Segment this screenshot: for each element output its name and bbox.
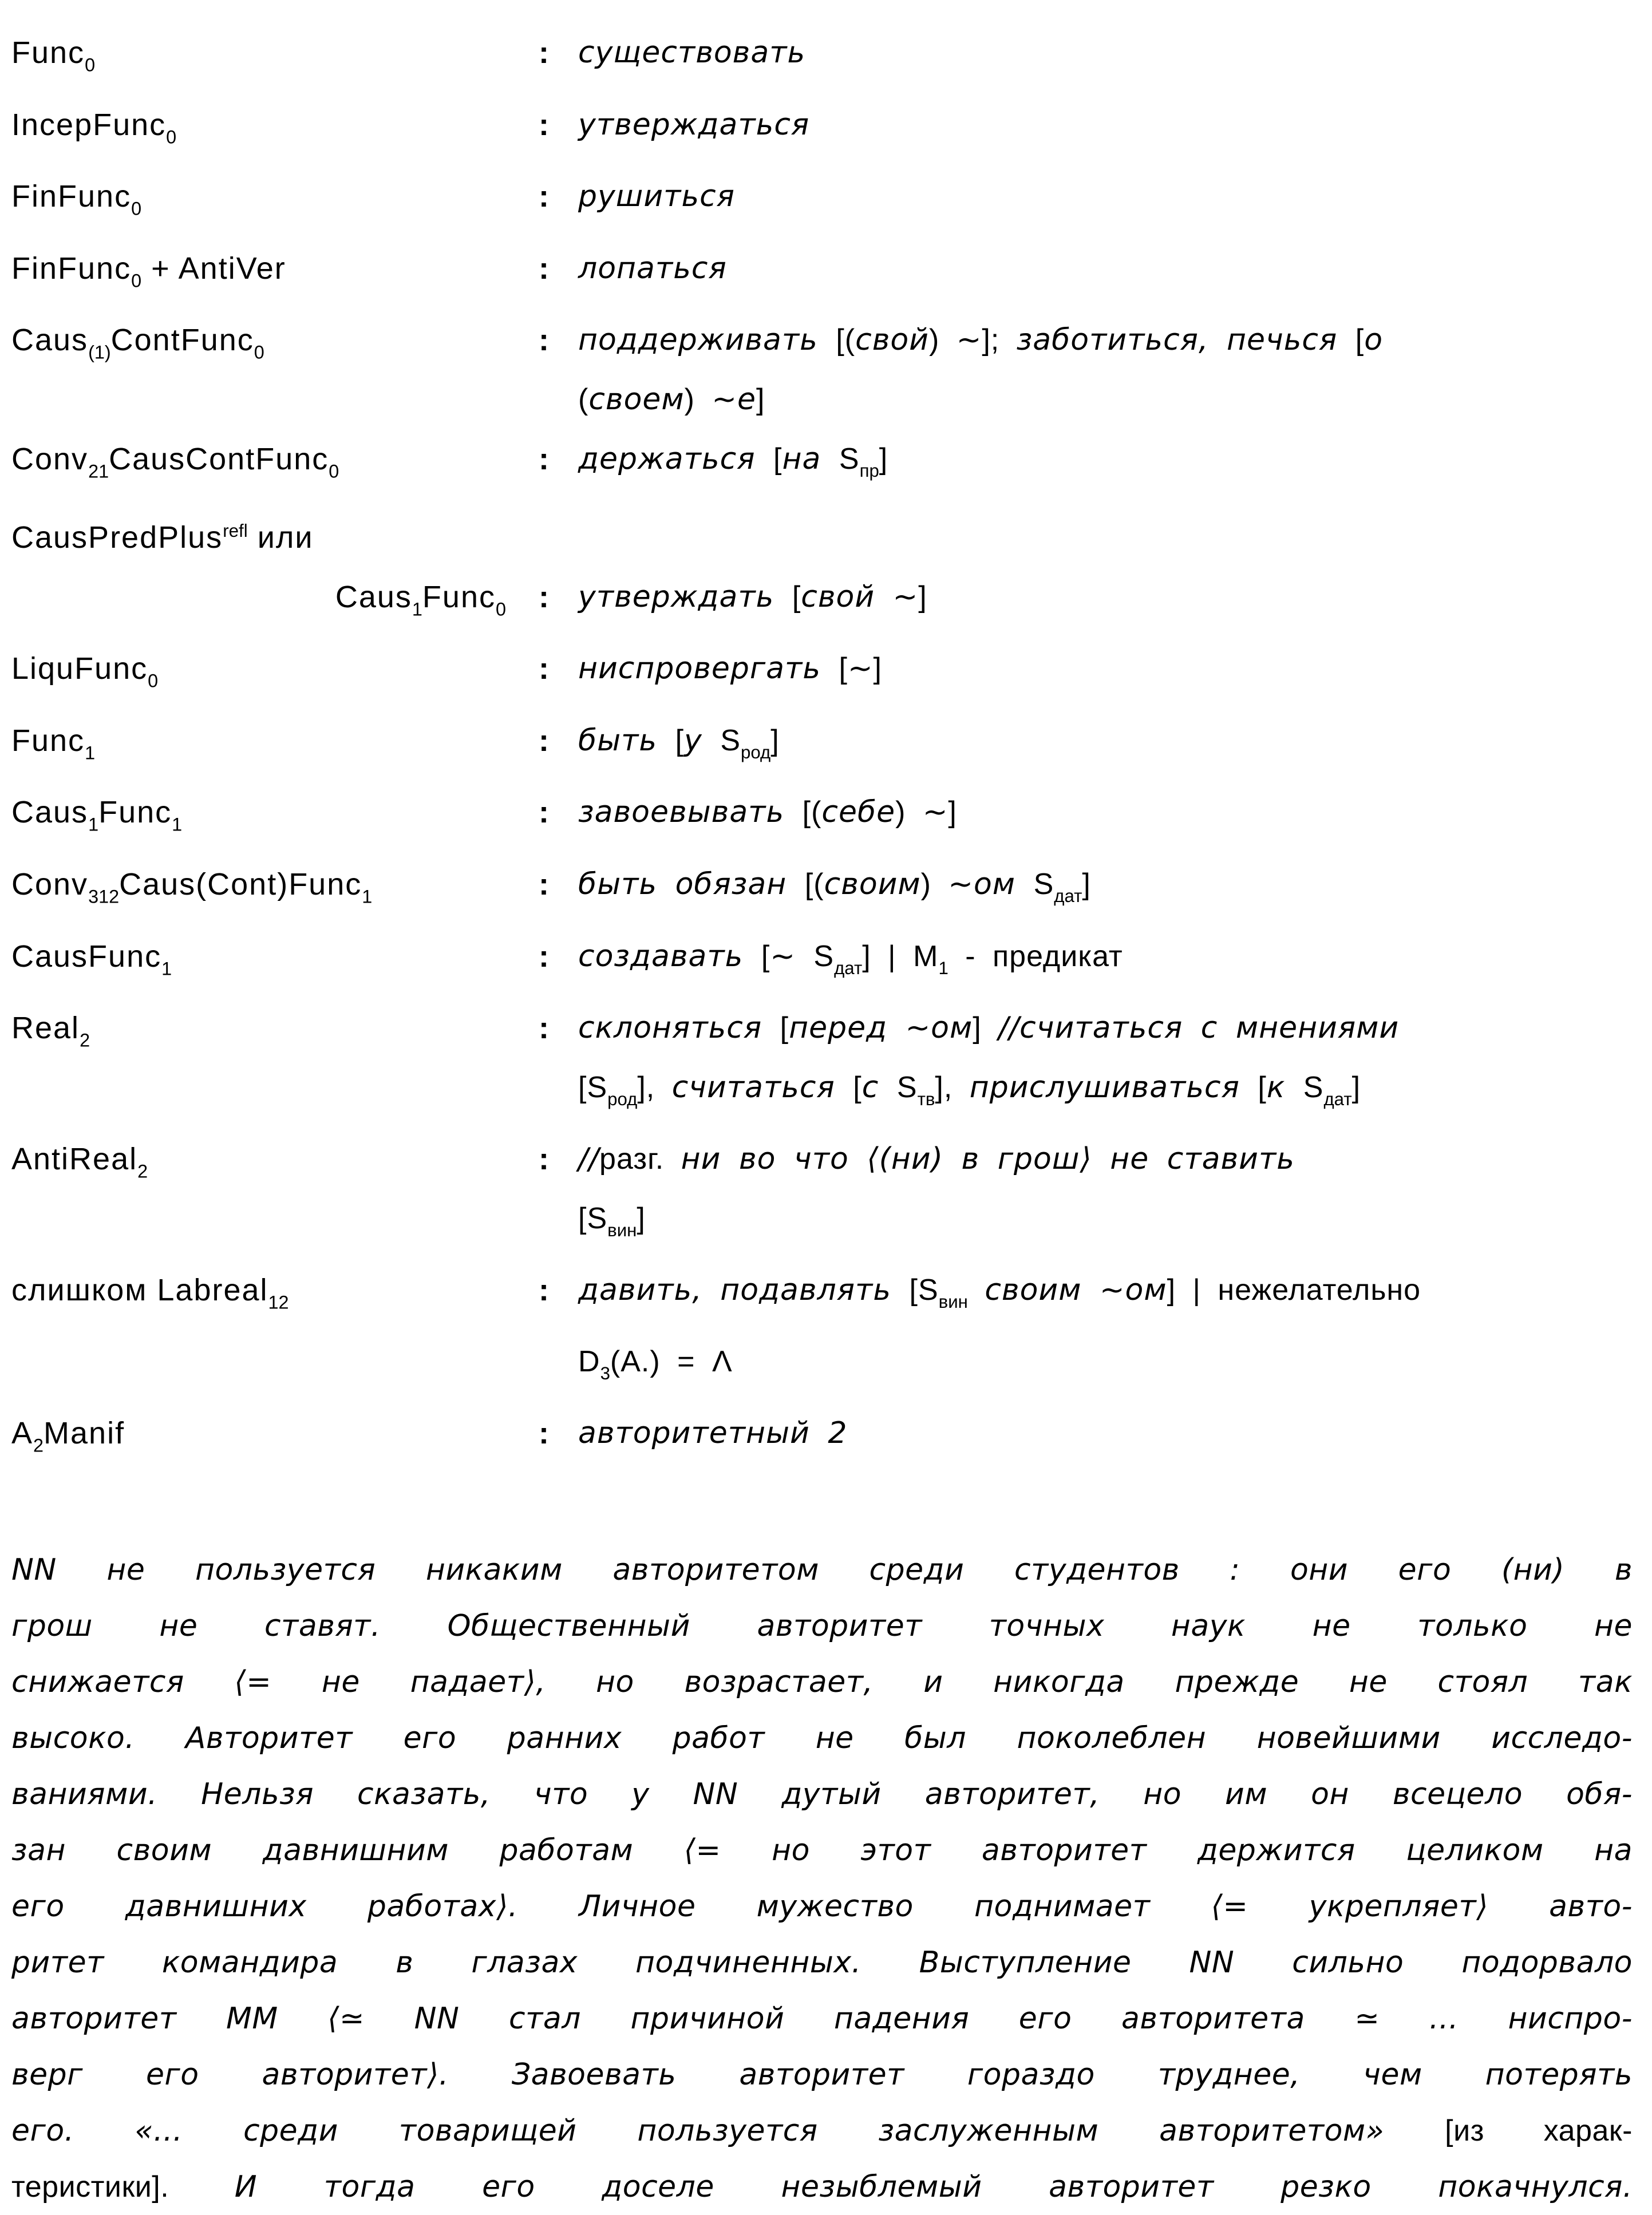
text-segment: ] xyxy=(948,796,957,829)
lf-value xyxy=(578,782,1635,842)
text-segment: ] xyxy=(973,1011,999,1045)
lf-value-line xyxy=(578,639,1635,698)
lf-row xyxy=(11,855,1635,927)
lf-value-line xyxy=(578,1129,1635,1189)
text-segment: [ xyxy=(675,723,685,757)
text-segment: D xyxy=(578,1345,600,1379)
text-segment: авторитетный 2 xyxy=(578,1416,848,1451)
text-segment: refl xyxy=(223,520,248,541)
text-segment: на xyxy=(782,442,839,477)
lf-label xyxy=(11,95,509,167)
lf-value-line xyxy=(578,1058,1635,1129)
text-segment: верг его авторитет⟩. Завоевать авторитет гораздо труднее, чем потерять xyxy=(11,2057,1633,2092)
text-segment: прислушиваться xyxy=(969,1070,1258,1105)
text-segment: держаться xyxy=(578,442,774,477)
lf-value xyxy=(578,1403,1635,1463)
text-segment: FinFunc xyxy=(11,179,132,214)
text-segment: AntiReal xyxy=(11,1142,138,1177)
text-segment: S xyxy=(896,1071,918,1105)
lf-label xyxy=(11,310,509,382)
lf-colon: : xyxy=(539,107,549,142)
text-segment: ∼ xyxy=(770,939,814,974)
text-segment: 1 xyxy=(85,742,96,764)
text-segment: ) xyxy=(895,796,923,829)
text-segment: A xyxy=(11,1416,34,1451)
text-segment: [ xyxy=(761,939,770,973)
text-segment: 12 xyxy=(268,1292,289,1313)
lf-label xyxy=(11,998,509,1070)
text-segment: ∼ xyxy=(922,795,948,830)
lf-colon: : xyxy=(539,939,549,974)
lf-label xyxy=(11,782,509,855)
examples-paragraph xyxy=(11,1542,1633,2215)
text-segment: (1) xyxy=(88,342,111,363)
text-segment: [S xyxy=(578,1202,608,1236)
text-segment: CausContFunc xyxy=(109,442,329,477)
lf-row xyxy=(11,711,1635,783)
text-segment: заботиться, печься xyxy=(1016,323,1355,358)
text-segment: [ xyxy=(853,1071,862,1105)
text-segment: ни во что ⟨(ни) в грош⟩ не ставить xyxy=(681,1142,1295,1177)
text-segment: 1 xyxy=(161,958,172,979)
text-segment: утверждаться xyxy=(578,107,810,142)
text-segment: грош не ставят. Общественный авторитет точных наук не только не xyxy=(11,1608,1633,1643)
lf-colon: : xyxy=(539,179,549,214)
text-segment: ниспровергать xyxy=(578,651,839,686)
text-segment: 1 xyxy=(362,886,373,907)
text-segment: 0 xyxy=(148,670,159,691)
text-segment: 2 xyxy=(80,1030,90,1051)
lf-row xyxy=(11,782,1635,855)
lf-value-line xyxy=(578,239,1635,298)
text-segment: с xyxy=(861,1070,897,1105)
lf-row xyxy=(11,239,1635,311)
text-segment: ∼ xyxy=(956,323,982,358)
text-segment: ], xyxy=(637,1071,672,1105)
text-segment: своем xyxy=(588,382,685,417)
lf-value-line xyxy=(578,1332,1635,1403)
lf-colon: : xyxy=(539,723,549,758)
text-segment: - предикат xyxy=(948,939,1123,973)
text-segment: своим xyxy=(824,867,921,901)
text-segment: ] xyxy=(1351,1071,1361,1105)
text-segment: [( xyxy=(836,323,856,357)
lf-value-line xyxy=(578,998,1635,1058)
paragraph-line xyxy=(11,1598,1633,1654)
lf-value-line xyxy=(578,1403,1635,1463)
lf-colon: : xyxy=(539,795,549,830)
text-segment: IncepFunc xyxy=(11,107,167,142)
lf-row xyxy=(11,501,1635,567)
text-segment: 21 xyxy=(88,461,109,482)
text-segment: ] xyxy=(918,580,927,614)
lf-value-line xyxy=(578,855,1635,926)
lf-label xyxy=(11,239,509,311)
paragraph-line xyxy=(11,1710,1633,1766)
text-segment: ритет командира в глазах подчиненных. Выступление NN сильно подорвало xyxy=(11,1945,1633,1980)
lf-row xyxy=(11,1403,1635,1476)
lf-value-line xyxy=(578,711,1635,782)
text-segment: пр xyxy=(859,461,879,481)
text-segment: Func xyxy=(98,795,172,830)
text-segment: ( xyxy=(578,383,589,417)
lf-row xyxy=(11,1260,1635,1403)
lf-row xyxy=(11,310,1635,429)
lf-row xyxy=(11,95,1635,167)
text-segment: Caus(Cont)Func xyxy=(119,867,362,901)
text-segment: его. «... среди товарищей пользуется заслуженным авторитетом» xyxy=(11,2113,1445,2148)
paragraph-line xyxy=(11,2159,1633,2215)
lf-value-line xyxy=(578,1189,1635,1260)
text-segment: S xyxy=(1303,1071,1324,1105)
text-segment: ∼ом xyxy=(948,867,1034,901)
lf-colon: : xyxy=(539,442,549,477)
lf-label xyxy=(11,639,509,711)
text-segment: И тогда его доселе незыблемый авторитет резко покачнулся. xyxy=(234,2169,1633,2204)
lf-value xyxy=(578,23,1635,82)
lf-colon: : xyxy=(539,1142,549,1177)
paragraph-line xyxy=(11,1542,1633,1598)
text-segment: [ xyxy=(839,652,848,686)
text-segment: 3 xyxy=(600,1363,610,1384)
text-segment: NN не пользуется никаким авторитетом среди студентов : они его (ни) в xyxy=(11,1552,1633,1587)
lf-value xyxy=(578,239,1635,298)
text-segment: род xyxy=(607,1089,638,1110)
lf-colon: : xyxy=(539,1273,549,1308)
text-segment: свой ∼ xyxy=(801,579,919,614)
text-segment: 0 xyxy=(166,126,177,148)
lf-value-line xyxy=(578,429,1635,501)
lf-label xyxy=(11,855,509,927)
text-segment: к xyxy=(1266,1070,1303,1105)
lf-row xyxy=(11,23,1635,95)
text-segment: [( xyxy=(802,796,822,829)
lf-value xyxy=(578,1129,1635,1260)
lf-value-line xyxy=(578,95,1635,155)
text-segment xyxy=(968,1273,985,1307)
text-segment: Func xyxy=(11,723,85,758)
text-segment: дат xyxy=(834,958,863,978)
lf-value xyxy=(578,639,1635,698)
text-segment: утверждать xyxy=(578,579,792,614)
lf-label xyxy=(11,429,509,501)
text-segment: ∼е xyxy=(712,382,756,417)
text-segment: дат xyxy=(1054,886,1082,907)
lf-value xyxy=(578,927,1635,998)
text-segment: перед ∼ом xyxy=(789,1011,973,1046)
text-segment: 0 xyxy=(85,54,96,76)
paragraph-line xyxy=(11,2103,1633,2159)
text-segment: S xyxy=(813,939,835,973)
text-segment: 0 xyxy=(131,270,142,291)
lf-label xyxy=(11,1403,509,1476)
lf-colon: : xyxy=(539,323,549,358)
text-segment: давить, подавлять xyxy=(578,1273,910,1308)
text-segment: [ xyxy=(1258,1071,1267,1105)
text-segment: ] | M xyxy=(862,939,939,973)
lf-value xyxy=(578,711,1635,782)
text-segment: ]; xyxy=(982,323,1017,357)
lf-value-line xyxy=(578,310,1635,370)
text-segment: завоевывать xyxy=(578,795,803,830)
text-segment: быть xyxy=(578,723,675,758)
text-segment: 2 xyxy=(137,1161,148,1182)
paragraph-line xyxy=(11,2047,1633,2103)
lf-label xyxy=(11,167,509,239)
text-segment: род xyxy=(741,742,771,762)
text-segment: вин xyxy=(607,1220,637,1241)
text-segment: авторитет ММ ⟨≃ NN стал причиной падения его авторитета ≃ ... ниспро- xyxy=(11,2001,1633,2036)
lf-value xyxy=(578,95,1635,155)
lf-label xyxy=(11,927,509,999)
text-segment: [( xyxy=(804,867,824,901)
text-segment: снижается ⟨= не падает⟩, но возрастает, и никогда прежде не стоял так xyxy=(11,1664,1633,1699)
text-segment: FinFunc xyxy=(11,251,132,286)
lf-value xyxy=(578,429,1635,501)
text-segment: у xyxy=(684,723,721,758)
lf-value-line xyxy=(578,167,1635,226)
text-segment: // xyxy=(578,1142,600,1177)
text-segment: Manif xyxy=(44,1416,125,1451)
text-segment: ) xyxy=(684,383,712,417)
lf-row xyxy=(11,167,1635,239)
text-segment: S xyxy=(1033,867,1054,901)
lf-colon: : xyxy=(539,251,549,286)
lf-row xyxy=(11,998,1635,1129)
text-segment: считаться с мнениями xyxy=(1019,1011,1400,1046)
paragraph-line xyxy=(11,1822,1633,1878)
lf-colon: : xyxy=(539,1416,549,1451)
lf-label xyxy=(11,567,509,639)
text-segment: высоко. Авторитет его ранних работ не был поколеблен новейшими исследо- xyxy=(11,1720,1633,1755)
text-segment: ) xyxy=(928,323,957,357)
text-segment: лопаться xyxy=(578,251,727,286)
text-segment: CausFunc xyxy=(11,939,162,974)
paragraph-line xyxy=(11,1878,1633,1935)
text-segment: [ xyxy=(1355,323,1365,357)
text-segment: 312 xyxy=(88,886,120,907)
lf-value-line xyxy=(578,567,1635,627)
text-segment: // xyxy=(998,1011,1020,1046)
lf-value xyxy=(578,310,1635,429)
lf-value-line xyxy=(578,370,1635,429)
paragraph-line xyxy=(11,1935,1633,1991)
text-segment: ], xyxy=(935,1071,970,1105)
text-segment: Conv xyxy=(11,867,89,901)
text-segment: 0 xyxy=(495,599,506,620)
text-segment: ) xyxy=(920,867,948,901)
text-segment: теристики]. xyxy=(11,2170,235,2204)
text-segment: существовать xyxy=(578,35,806,70)
text-segment: дат xyxy=(1323,1089,1352,1110)
text-segment: 1 xyxy=(88,814,99,835)
lf-colon: : xyxy=(539,867,549,901)
text-segment: быть обязан xyxy=(578,867,805,901)
text-segment: свой xyxy=(855,323,929,358)
text-segment: создавать xyxy=(578,939,761,974)
lf-colon: : xyxy=(539,35,549,70)
text-segment: считаться xyxy=(671,1070,853,1105)
lf-row xyxy=(11,429,1635,501)
text-segment: тв xyxy=(917,1089,935,1110)
text-segment: 0 xyxy=(254,342,264,363)
text-segment: вин xyxy=(938,1292,968,1312)
text-segment: Caus xyxy=(11,795,89,830)
text-segment: 1 xyxy=(172,814,183,835)
text-segment: + AntiVer xyxy=(141,251,286,286)
text-segment: S xyxy=(839,442,860,476)
lf-label xyxy=(11,711,509,783)
lf-value xyxy=(578,567,1635,627)
text-segment: ] xyxy=(1082,867,1091,901)
text-segment: Conv xyxy=(11,442,89,477)
text-segment: рушиться xyxy=(578,179,735,214)
text-segment: о xyxy=(1364,323,1384,358)
text-segment: ] | нежелательно xyxy=(1167,1273,1421,1307)
lf-label xyxy=(11,23,509,95)
text-segment: ] xyxy=(637,1202,646,1236)
text-segment: ваниями. Нельзя сказать, что у NN дутый авторитет, но им он всецело обя- xyxy=(11,1777,1633,1811)
text-segment: слишком Labreal xyxy=(11,1273,268,1308)
text-segment: его давнишних работах⟩. Личное мужество поднимает ⟨= укрепляет⟩ авто- xyxy=(11,1889,1633,1924)
text-segment: Caus xyxy=(335,579,412,614)
lf-colon: : xyxy=(539,1011,549,1046)
text-segment: [из харак- xyxy=(1445,2114,1633,2147)
lf-value xyxy=(578,1260,1635,1403)
lf-label xyxy=(11,501,509,567)
text-segment: [ xyxy=(780,1011,789,1045)
text-segment: Real xyxy=(11,1011,80,1046)
lf-row xyxy=(11,927,1635,999)
text-segment: ] xyxy=(756,383,765,417)
text-segment: Func xyxy=(11,35,85,70)
text-segment: Func xyxy=(422,579,496,614)
text-segment: S xyxy=(720,723,741,757)
text-segment: ] xyxy=(879,442,888,476)
text-segment: разг. xyxy=(599,1142,681,1176)
paragraph-line xyxy=(11,1766,1633,1822)
text-segment: ] xyxy=(873,652,882,686)
text-segment: ] xyxy=(770,723,780,757)
text-segment: [ xyxy=(773,442,782,476)
text-segment: LiquFunc xyxy=(11,651,148,686)
text-segment: своим ∼ом xyxy=(985,1273,1167,1308)
text-segment: 2 xyxy=(33,1435,44,1456)
lf-row xyxy=(11,1129,1635,1260)
text-segment: Caus xyxy=(11,323,89,358)
text-segment: (A.) = Λ xyxy=(610,1345,733,1379)
lf-value xyxy=(578,167,1635,226)
text-segment: CausPredPlus xyxy=(11,520,223,555)
text-segment: поддерживать xyxy=(578,323,836,358)
text-segment: ContFunc xyxy=(110,323,254,358)
paragraph-line xyxy=(11,1654,1633,1710)
lf-label xyxy=(11,1129,509,1201)
text-segment: склоняться xyxy=(578,1011,780,1046)
lf-value-line xyxy=(578,927,1635,998)
paragraph-line xyxy=(11,1991,1633,2047)
text-segment: зан своим давнишним работам ⟨= но этот авторитет держится целиком на xyxy=(11,1833,1633,1868)
lf-value-line xyxy=(578,23,1635,82)
lf-value-line xyxy=(578,782,1635,842)
text-segment: 0 xyxy=(329,461,339,482)
text-segment: [S xyxy=(578,1071,608,1105)
text-segment: 1 xyxy=(412,599,422,620)
lf-label xyxy=(11,1260,509,1332)
lf-value xyxy=(578,998,1635,1129)
lf-row xyxy=(11,567,1635,639)
text-segment: [ xyxy=(792,580,801,614)
lf-value xyxy=(578,855,1635,926)
text-segment: [S xyxy=(909,1273,939,1307)
text-segment: себе xyxy=(821,795,896,830)
text-segment: или xyxy=(247,520,314,555)
lf-value-line xyxy=(578,1260,1635,1332)
lf-colon: : xyxy=(539,651,549,686)
text-segment: ∼ xyxy=(847,651,874,686)
text-segment: 1 xyxy=(938,958,948,978)
text-segment: 0 xyxy=(131,198,142,219)
lf-row xyxy=(11,639,1635,711)
lf-colon: : xyxy=(539,579,549,614)
